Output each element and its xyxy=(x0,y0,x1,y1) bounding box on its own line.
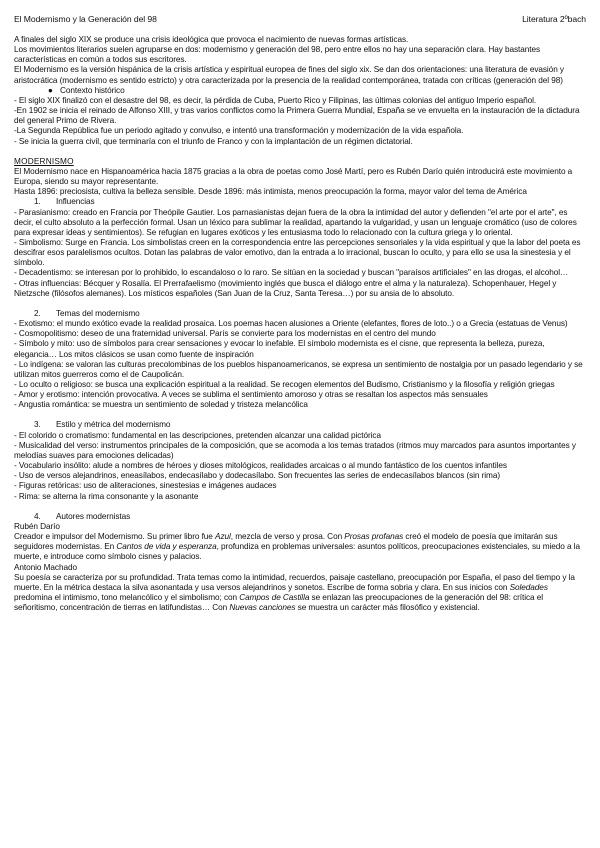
subsection-title xyxy=(14,512,586,522)
subsection-number: 3. xyxy=(34,420,41,430)
style-item: - Musicalidad del verso: instrumentos principales de la composición, que se acomoda a los temas tratados (ritmos muy marcados para asuntos importantes y melodías suaves para emociones delicadas) xyxy=(14,440,576,460)
influence-item: - Simbolismo: Surge en Francia. Los simbolistas creen en la correspondencia entre las percepciones sensoriales y la vida espiritual y que la labor del poeta es descifrar esos paralelismos ocultos. Dotan las palabras de valor emotivo, dan la entrada a lo irracional, buscan lo oculto, y para ello se usa la sinestesia y el símbolo. xyxy=(14,237,581,268)
context-title-text: Contexto histórico xyxy=(60,85,125,95)
intro-paragraph: El Modernismo es la versión hispánica de la crisis artística y espiritual europea de fines del siglo xix. Se dan dos orientaciones: una literatura de evasión y aristocrática (modernismo es sentido estricto) y otra caracterizada por la presencia de la realidad contemporánea, tratada con críticas (generación del 98) xyxy=(14,65,564,85)
influence-item: - Otras influencias: Bécquer y Rosalía. El Prerrafaelismo (movimiento inglés que busca el diálogo entre el alma y la naturaleza). Schopenhauer, Hegel y Nietzsche (filósofos alemanes). Los místicos españoles (San Juan de la Cruz, Santa Teresa…) por su ansia de lo absoluto. xyxy=(14,278,557,298)
style-item: - Rima: se alterna la rima consonante y la asonante xyxy=(14,491,199,501)
subsection-number: 4. xyxy=(34,511,41,521)
header-title: El Modernismo y la Generación del 98 xyxy=(14,14,157,24)
context-item: - Se inicia la guerra civil, que terminaría con el triunfo de Franco y con la implantación de un régimen dictatorial. xyxy=(14,136,413,146)
influence-item: - Decadentismo: se interesan por lo prohibido, lo escandaloso o lo raro. Se sitúan en la sociedad y buscan "paraísos artificiales" en las drogas, el alcohol… xyxy=(14,268,569,278)
author-description: Creador e impulsor del Modernismo. Su primer libro fue Azul, mezcla de verso y prosa. Con Prosas profanas creó el modelo de poesía que imitarán sus seguidores modernistas. En Cantos de vida y esperanza, profundiza en problemas universales: asuntos políticos, preocupaciones existenciales, su miedo a la muerte, e introduce como símbolo cisnes y palacios. xyxy=(14,532,580,562)
context-item: -La Segunda República fue un periodo agitado y convulso, e intentó una transformación y modernización de la vida española. xyxy=(14,126,464,136)
theme-item: - Amor y erotismo: intención provocativa. A veces se sublima el sentimiento amoroso y otras se resaltan los aspectos más sensuales xyxy=(14,390,488,400)
author-name: Antonio Machado xyxy=(14,562,78,572)
context-title xyxy=(14,86,586,96)
theme-item: - Cosmopolitismo: deseo de una fraternidad universal. París se convierte para los modernistas en el centro del mundo xyxy=(14,329,436,339)
context-item: - El siglo XIX finalizó con el desastre del 98, es decir, la pérdida de Cuba, Puerto Rico y Filipinas, las últimas colonias del antiguo Imperio español. xyxy=(14,95,537,105)
style-item: - Figuras retóricas: uso de aliteraciones, sinestesias e imágenes audaces xyxy=(14,481,277,491)
context-section xyxy=(14,86,586,147)
subsection-title-text: Autores modernistas xyxy=(56,511,131,521)
modernismo-section xyxy=(14,157,586,614)
theme-item: - Exotismo: el mundo exótico evade la realidad prosaica. Los poemas hacen alusiones a Oriente (elefantes, flores de loto..) o a Grecia (estatuas de Venus) xyxy=(14,319,568,329)
subsection-title-text: Temas del modernismo xyxy=(56,308,140,318)
bullet-icon: ● xyxy=(48,85,53,95)
style-item: - Uso de versos alejandrinos, eneasílabos, endecasílabo y dodecasílabo. Son frecuentes las series de endecasílabos blancos (sin rima) xyxy=(14,471,501,481)
section-heading: MODERNISMO xyxy=(14,156,74,166)
page-header xyxy=(14,14,586,25)
modernismo-intro: El Modernismo nace en Hispanoamérica hacia 1875 gracias a la obra de poetas como José Martí, pero es Rubén Darío quién introducirá este movimiento a Europa, siendo su mayor representante. xyxy=(14,166,573,187)
modernismo-intro: Hasta 1896: preciosista, cultiva la belleza sensible. Desde 1896: más intimista, menos preocupación la forma, mayor valor del tema de América xyxy=(14,187,527,197)
context-item: -En 1902 se inicia el reinado de Alfonso XIII, y tras varios conflictos como la Primera Guerra Mundial, España se ve envuelta en la instauración de la dictadura del general Primo de Rivera. xyxy=(14,106,580,126)
theme-item: - Lo oculto o religioso: se busca una explicación espiritual a la realidad. Se recogen elementos del Budismo, Cristianismo y la filosofía y religión griegas xyxy=(14,380,555,389)
subsection-title xyxy=(14,420,586,430)
subsection-title xyxy=(14,197,586,207)
theme-item: - Lo indígena: se valoran las culturas precolombinas de los pueblos hispanoamericanos, se expresa un sentimiento de nostalgia por un pasado legendario y se utilizan mitos guerreros como el de Caupolicán. xyxy=(14,359,583,379)
intro-paragraph: A finales del siglo XIX se produce una crisis ideológica que provoca el nacimiento de nuevas formas artísticas. xyxy=(14,35,409,44)
subsection-title-text: Estilo y métrica del modernismo xyxy=(56,420,171,430)
style-item: - El colorido o cromatismo: fundamental en las descripciones, pretenden alcanzar una calidad pictórica xyxy=(14,430,381,440)
author-name: Rubén Darío xyxy=(14,521,60,531)
theme-item: - Símbolo y mito: uso de símbolos para crear sensaciones y evocar lo inefable. El símbolo modernista es el cisne, que representa la belleza, pureza, elegancia… Los mitos clásicos se usan como fuente de inspiración xyxy=(14,339,545,359)
intro-paragraph: Los movimientos literarios suelen agruparse en dos: modernismo y generación del 98, pero entre ellos no hay una separación clara. Hay bastantes características en común a todos sus escritores. xyxy=(14,45,541,65)
intro-section xyxy=(14,35,586,86)
header-course: Literatura 2ºbach xyxy=(522,14,586,24)
subsection-number: 2. xyxy=(34,308,41,318)
subsection-title xyxy=(14,309,586,319)
subsection-title-text: Influencias xyxy=(56,197,95,207)
influence-item: - Parasianismo: creado en Francia por Theópile Gautier. Los parnasianistas dejan fuera de la obra la intimidad del autor y defienden "el arte por el arte", es decir, el culto absoluto a la perfección formal. Usan un léxico para sublimar la realidad, apartando la vulgaridad, y usan un lenguaje cromático (uso de colores para expresar ideas y sentimientos). Se refugian en lugares exóticos y les entusiasma todo lo relacionado con la cultura griega y lo oriental. xyxy=(14,207,577,237)
document-page xyxy=(14,14,586,613)
author-description: Su poesía se caracteriza por su profundidad. Trata temas como la intimidad, recuerdos, paisaje castellano, preocupación por España, el paso del tiempo y la muerte. En la métrica destaca la silva asonantada y usa versos alejandrinos y sonetos. Escribe de forma sobria y clara. En sus inicios con Soledades predomina el intimismo, tono melancólico y el simbolismo; con Campos de Castilla se enlazan las preocupaciones de la generación del 98: crítica el señoritismo, concentración de tierras en latifundistas… Con Nuevas canciones se muestra un carácter más filosófico y existencial. xyxy=(14,572,575,613)
subsection-number: 1. xyxy=(34,197,41,207)
theme-item: - Angustia romántica: se muestra un sentimiento de soledad y tristeza melancólica xyxy=(14,400,308,410)
style-item: - Vocabulario insólito: alude a nombres de héroes y dioses mitológicos, realidades arcaicas o al mundo fantástico de los cuentos infantiles xyxy=(14,461,507,471)
